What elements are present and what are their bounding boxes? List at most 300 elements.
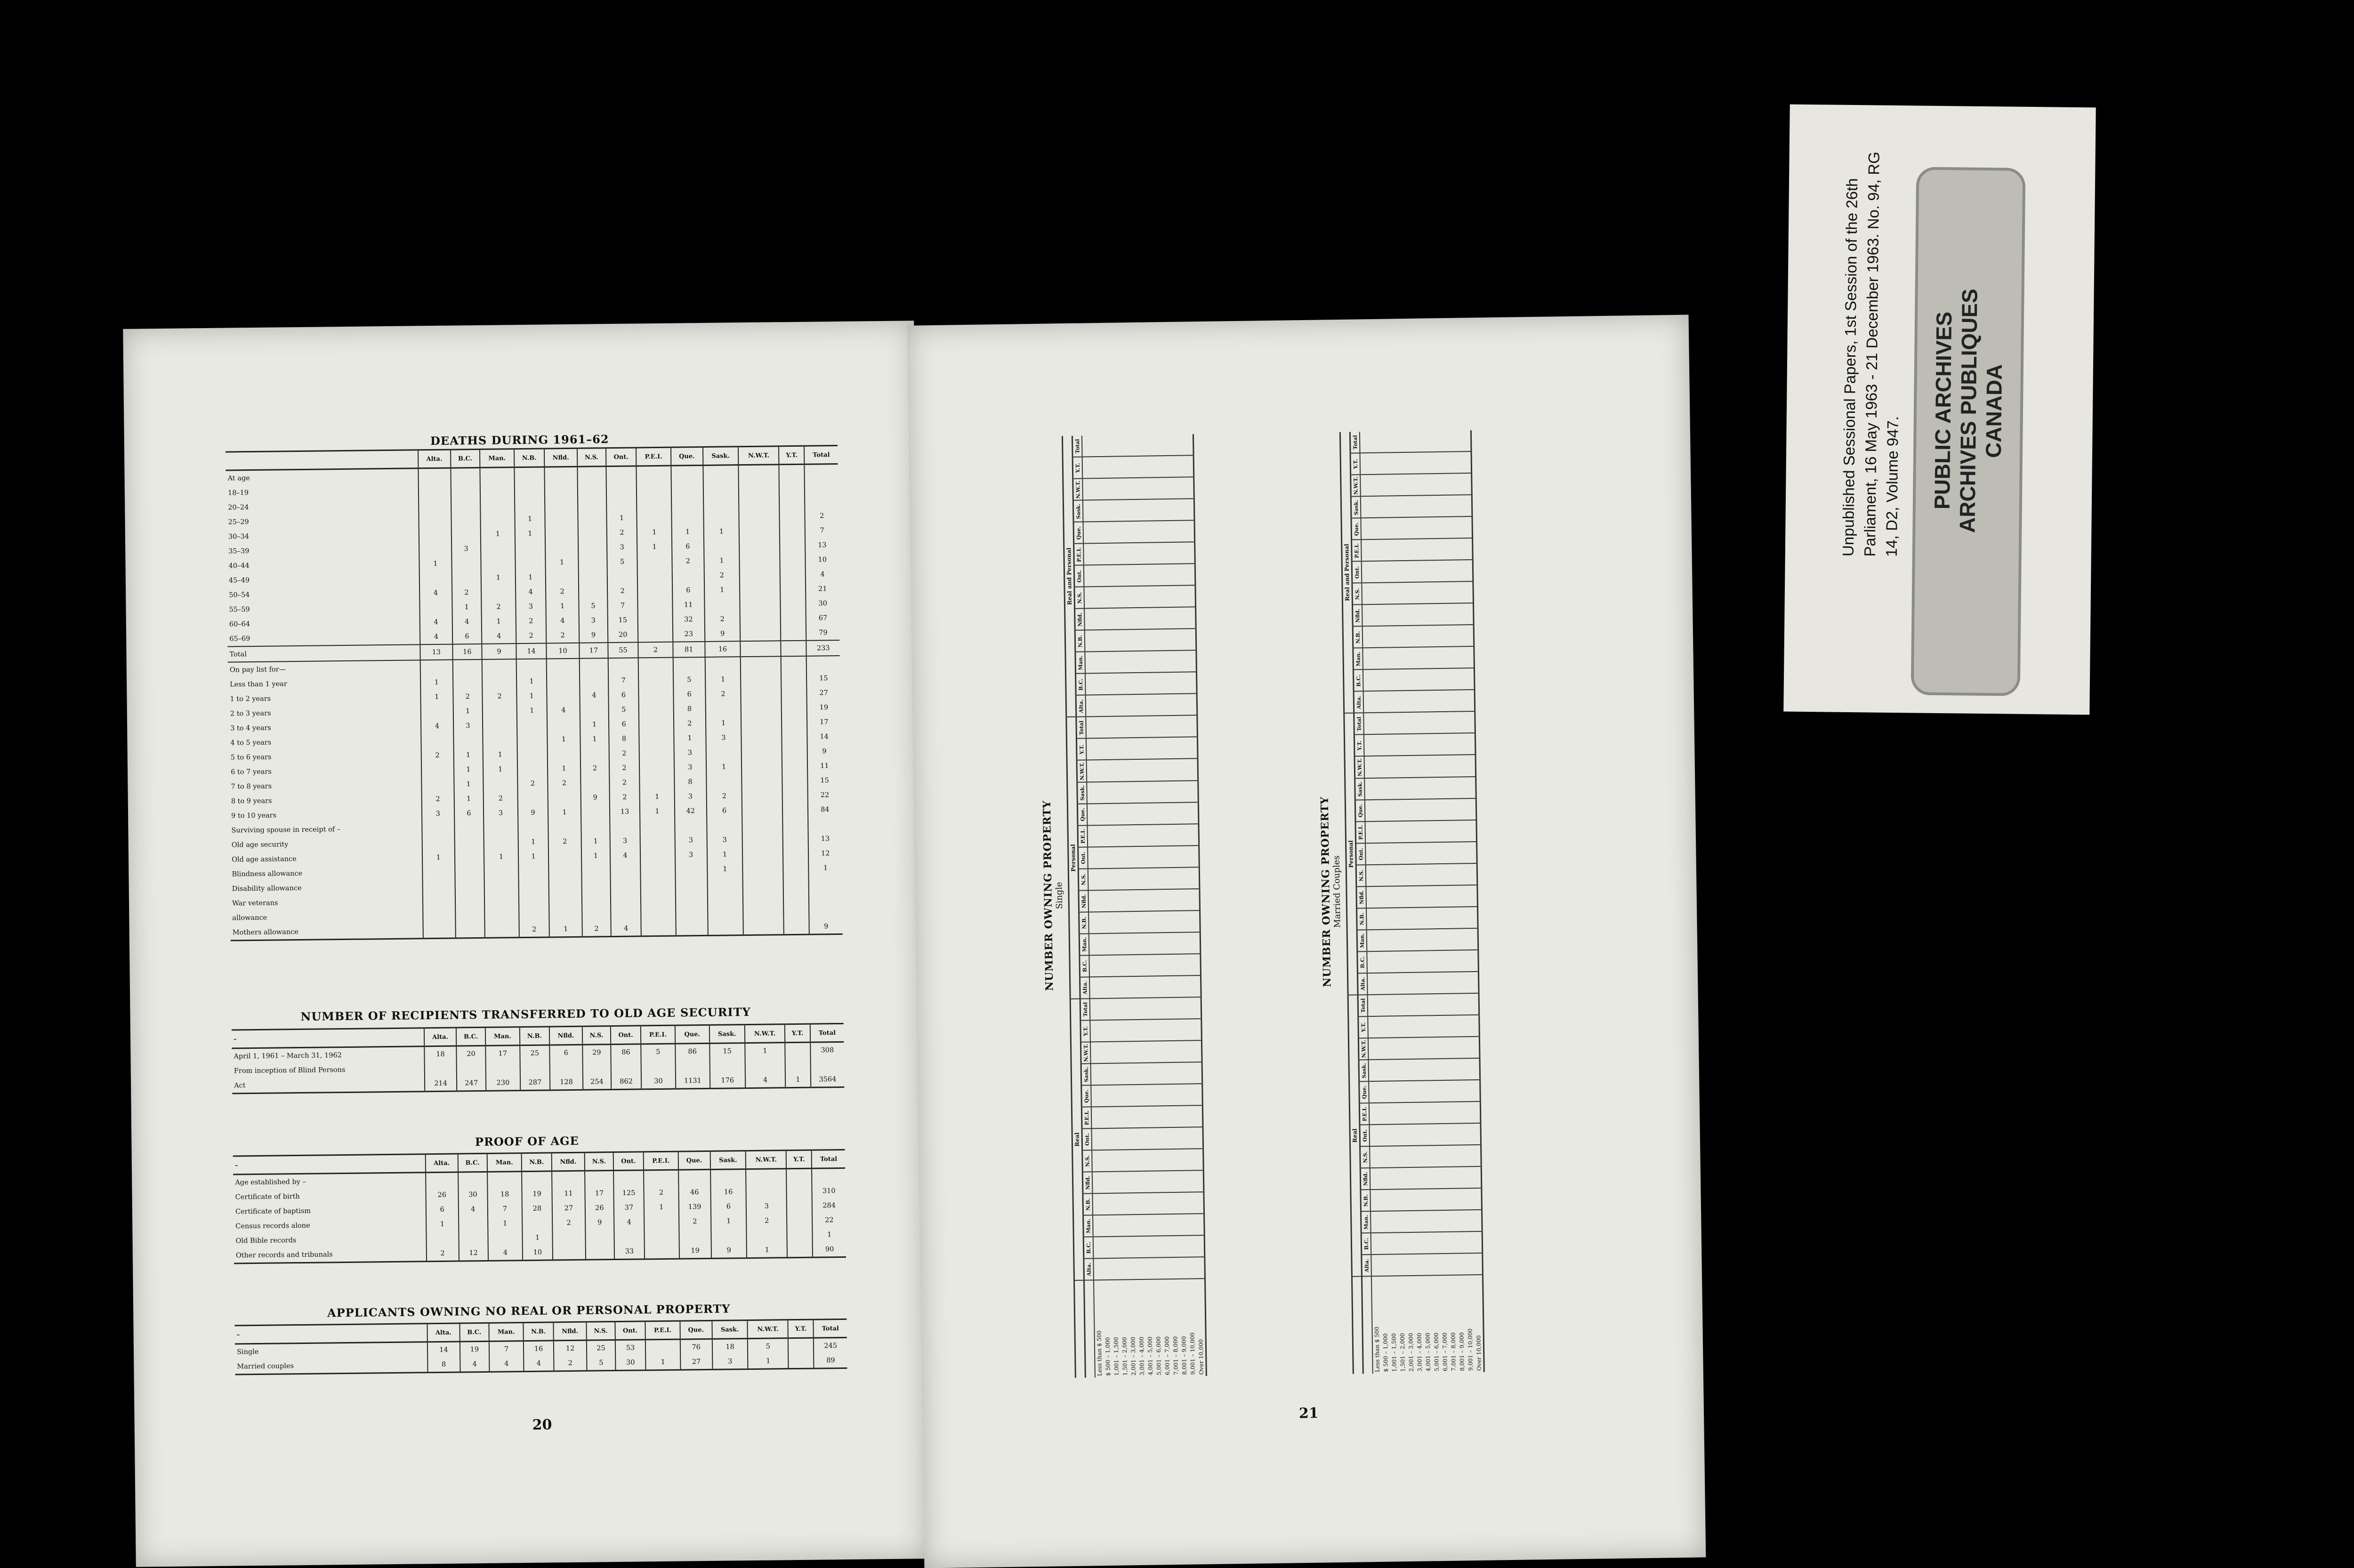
table-cell	[1436, 431, 1445, 452]
table-cell	[1421, 539, 1430, 561]
table-cell	[1391, 843, 1400, 864]
table-cell: 2	[672, 554, 704, 569]
column-header: Que.	[1355, 800, 1365, 821]
table-cell	[519, 907, 549, 922]
table-cell	[613, 1170, 644, 1186]
table-cell	[1091, 435, 1100, 457]
table-cell	[1114, 890, 1123, 911]
table-cell	[1138, 781, 1147, 803]
table-cell	[1185, 477, 1194, 499]
table-cell	[1103, 695, 1112, 716]
table-cell	[1463, 1145, 1472, 1166]
column-header: N.B.	[1361, 1190, 1370, 1211]
table-cell	[1090, 1020, 1099, 1042]
table-cell	[1370, 496, 1379, 518]
table-cell	[1135, 1150, 1144, 1171]
table-cell	[704, 597, 740, 612]
table-cell	[1193, 1105, 1203, 1127]
table-cell	[704, 539, 740, 554]
table-cell	[1189, 759, 1198, 781]
table-cell: 1	[711, 1214, 747, 1229]
table-cell: 9	[711, 1243, 747, 1258]
table-cell	[1456, 603, 1465, 625]
table-cell	[1118, 1193, 1127, 1214]
table-cell	[1168, 1106, 1177, 1127]
table-cell	[1386, 1037, 1395, 1059]
table-cell: 1	[645, 1355, 680, 1370]
table-cell	[1148, 911, 1157, 933]
table-cell	[1403, 431, 1411, 452]
table-cell	[1427, 994, 1436, 1015]
table-cell	[1119, 651, 1128, 673]
table-cell	[1156, 846, 1165, 868]
table-cell: 22	[808, 788, 841, 803]
table-cell	[1379, 1211, 1388, 1233]
table-cell	[1423, 691, 1432, 712]
table-cell: 8	[427, 1357, 460, 1372]
table-cell	[1473, 1210, 1482, 1231]
column-header: N.B.	[522, 1153, 552, 1172]
table-cell	[1181, 802, 1190, 824]
table-cell	[1418, 950, 1427, 972]
table-cell	[1409, 864, 1418, 885]
table-cell	[1372, 691, 1381, 713]
table-cell: 42	[675, 804, 707, 819]
table-cell	[1169, 564, 1178, 586]
married-property-table	[1339, 430, 1485, 1374]
table-cell	[1104, 803, 1113, 825]
table-cell	[1445, 431, 1454, 452]
table-cell: 1	[671, 524, 703, 539]
table-cell	[1387, 496, 1395, 518]
table-cell	[672, 568, 704, 583]
table-cell	[1472, 1188, 1482, 1210]
table-cell: 16	[705, 641, 741, 657]
table-cell	[1460, 928, 1469, 950]
column-header: B.C.	[456, 1027, 486, 1046]
table-cell: 16	[524, 1341, 554, 1356]
table-cell	[515, 482, 545, 498]
table-cell: 10	[523, 1245, 553, 1260]
table-cell	[1157, 911, 1166, 933]
table-cell	[784, 905, 809, 920]
table-cell	[1155, 803, 1164, 824]
table-cell	[645, 1339, 680, 1355]
table-cell	[783, 876, 809, 891]
table-cell	[454, 820, 484, 836]
table-cell	[1136, 1258, 1145, 1279]
group-header-blank	[1352, 1276, 1363, 1374]
table-cell	[1447, 603, 1456, 625]
table-cell	[1151, 521, 1160, 543]
table-cell: 14	[427, 1342, 460, 1357]
table-cell	[581, 819, 610, 834]
table-cell	[1420, 452, 1429, 474]
table-cell	[1410, 950, 1419, 972]
table-cell	[1165, 911, 1174, 933]
table-cell	[1122, 846, 1131, 868]
table-cell	[1131, 911, 1140, 933]
table-cell: 17	[579, 643, 608, 659]
table-cell	[1440, 690, 1449, 712]
table-cell	[1380, 669, 1389, 691]
column-header: Nfld.	[549, 1026, 582, 1045]
table-cell	[1128, 629, 1137, 651]
no-property-table	[234, 1319, 847, 1375]
table-cell	[743, 876, 783, 891]
table-cell	[1159, 434, 1168, 456]
table-cell	[640, 833, 675, 848]
table-cell	[1161, 1192, 1169, 1214]
column-header: Man.	[485, 1027, 520, 1046]
table-cell	[1380, 1254, 1389, 1276]
table-cell	[1086, 717, 1095, 739]
table-cell	[1134, 1085, 1143, 1106]
table-cell	[1107, 998, 1116, 1020]
table-cell	[1400, 864, 1409, 886]
table-cell	[1403, 452, 1412, 474]
table-cell	[608, 658, 638, 673]
table-cell	[1102, 630, 1111, 651]
table-cell: 9	[705, 626, 741, 642]
table-cell: 1	[515, 526, 545, 541]
table-cell	[1393, 929, 1402, 951]
table-cell	[742, 817, 783, 832]
table-cell	[1428, 452, 1437, 474]
left-page	[123, 321, 927, 1567]
table-cell	[1464, 603, 1474, 625]
table-cell	[1414, 626, 1423, 647]
table-cell	[1093, 609, 1102, 630]
table-cell: 30	[641, 1074, 676, 1089]
table-cell: 2	[706, 788, 742, 804]
column-header: N.B.	[1079, 912, 1089, 933]
table-cell	[1372, 669, 1381, 691]
table-cell: 176	[709, 1073, 745, 1088]
table-cell	[1424, 777, 1433, 799]
table-cell	[741, 715, 782, 730]
table-cell: 79	[806, 625, 839, 641]
table-cell	[418, 468, 451, 483]
table-cell	[425, 1061, 457, 1077]
table-cell: 76	[680, 1339, 712, 1354]
table-cell	[1104, 738, 1113, 760]
table-cell	[1420, 496, 1429, 517]
table-cell: 7	[805, 523, 838, 538]
table-cell	[1092, 1172, 1102, 1193]
table-cell: 2	[704, 611, 740, 627]
table-cell	[1430, 1210, 1439, 1232]
table-cell: 5	[748, 1338, 788, 1354]
table-cell	[517, 747, 548, 762]
table-cell: 1	[674, 731, 706, 746]
table-cell	[1111, 1258, 1120, 1280]
table-cell	[1437, 1124, 1446, 1145]
table-cell	[1191, 932, 1201, 954]
table-cell	[1175, 1019, 1184, 1040]
table-cell	[1422, 1254, 1431, 1275]
table-cell	[580, 775, 609, 790]
table-cell: 2	[679, 1214, 711, 1229]
table-cell	[787, 1184, 812, 1199]
table-cell	[1176, 1040, 1185, 1062]
table-cell: 1	[453, 704, 483, 719]
table-cell: 1	[705, 672, 741, 687]
table-cell	[1397, 626, 1406, 648]
table-cell	[1463, 1123, 1472, 1145]
table-cell	[1439, 1210, 1448, 1232]
table-cell: 5	[641, 1044, 675, 1059]
table-cell	[1417, 864, 1426, 885]
table-cell	[1109, 543, 1118, 565]
table-cell	[517, 732, 547, 747]
table-cell	[419, 600, 452, 615]
table-cell	[1439, 603, 1448, 625]
table-cell	[1361, 518, 1370, 540]
table-cell	[1098, 955, 1107, 977]
table-cell: 6	[608, 687, 639, 702]
table-cell: 4	[524, 1356, 554, 1371]
table-cell	[1082, 436, 1091, 457]
table-cell	[1185, 1062, 1193, 1084]
table-cell	[419, 483, 451, 499]
table-cell	[1456, 1253, 1465, 1275]
table-cell	[1386, 474, 1395, 496]
table-cell	[1166, 933, 1175, 954]
table-cell	[1403, 1102, 1412, 1124]
table-cell	[459, 1216, 488, 1231]
table-cell	[1392, 908, 1401, 929]
table-cell	[1189, 780, 1198, 802]
table-cell	[519, 893, 549, 908]
table-cell	[1121, 738, 1129, 760]
table-cell	[1378, 1103, 1387, 1125]
table-cell	[1361, 540, 1370, 562]
table-cell	[485, 922, 519, 938]
table-cell	[1383, 864, 1392, 886]
table-cell	[547, 659, 580, 674]
table-cell	[1184, 434, 1193, 456]
table-cell	[1111, 1237, 1120, 1258]
table-cell	[1394, 431, 1403, 452]
table-cell	[420, 660, 453, 675]
table-cell: 3564	[811, 1072, 844, 1087]
table-cell	[1159, 1041, 1168, 1062]
table-cell	[1119, 1236, 1128, 1258]
table-cell	[1369, 1081, 1378, 1103]
table-cell	[519, 878, 549, 893]
table-cell	[550, 1060, 583, 1075]
table-cell: 128	[550, 1075, 583, 1090]
table-cell	[1362, 627, 1372, 648]
table-cell: 125	[613, 1185, 644, 1200]
table-cell	[545, 497, 578, 512]
table-cell	[1145, 1236, 1153, 1258]
table-cell	[1412, 517, 1421, 539]
table-cell: 14	[516, 643, 546, 659]
table-cell	[1127, 608, 1136, 629]
column-header: Alta.	[1080, 977, 1090, 998]
table-cell: 3	[674, 760, 706, 775]
row-label: 25–29	[228, 518, 249, 526]
table-cell: 3	[516, 599, 546, 614]
table-cell	[644, 1214, 679, 1230]
table-cell	[1388, 626, 1397, 648]
table-cell	[518, 863, 548, 878]
table-cell	[1151, 499, 1160, 521]
column-header	[1084, 1280, 1095, 1377]
table-cell: 23	[673, 627, 705, 642]
table-cell	[1370, 1168, 1379, 1190]
table-cell	[1153, 651, 1162, 673]
table-cell	[1170, 1236, 1179, 1257]
table-cell	[1451, 907, 1460, 928]
table-cell	[1177, 1127, 1185, 1149]
table-cell	[1160, 1149, 1169, 1171]
table-cell	[1093, 587, 1102, 609]
table-cell	[1179, 672, 1188, 694]
table-cell: 55	[608, 642, 638, 658]
table-cell	[1138, 824, 1147, 846]
table-cell	[1126, 522, 1135, 543]
column-header: N.W.T.	[1351, 475, 1361, 497]
column-header: Man.	[1079, 933, 1089, 955]
column-header: N.B.	[1357, 908, 1367, 930]
table-cell: 13	[610, 804, 640, 819]
table-cell	[548, 849, 581, 864]
column-header: Man.	[1361, 1211, 1371, 1233]
table-cell	[1150, 435, 1159, 456]
row-label: April 1, 1961 – March 31, 1962	[234, 1051, 342, 1060]
table-cell	[1382, 821, 1391, 843]
table-cell	[1161, 607, 1170, 629]
table-cell	[1178, 607, 1187, 629]
table-cell	[739, 480, 779, 495]
table-cell	[1470, 1037, 1480, 1059]
table-cell	[1176, 456, 1185, 477]
table-cell	[1161, 651, 1170, 672]
table-cell	[581, 863, 610, 878]
table-cell	[1102, 1237, 1111, 1258]
table-cell	[451, 512, 481, 527]
table-cell	[1149, 954, 1158, 976]
table-cell	[1435, 972, 1444, 994]
table-cell	[1193, 1040, 1202, 1062]
table-cell	[1126, 1150, 1135, 1171]
table-cell	[1420, 517, 1429, 539]
table-cell	[780, 567, 806, 582]
table-cell	[1369, 474, 1378, 496]
table-cell: 1	[452, 600, 482, 615]
table-cell	[1152, 564, 1161, 586]
table-cell: 2	[481, 599, 516, 614]
table-cell	[483, 732, 517, 748]
table-cell	[1191, 910, 1200, 932]
table-cell	[1363, 670, 1372, 692]
table-cell	[1170, 629, 1179, 651]
table-cell	[1467, 842, 1477, 863]
row-label: 18–19	[227, 489, 249, 497]
table-cell: 1	[703, 524, 739, 539]
table-cell	[1193, 1062, 1202, 1084]
table-cell	[784, 919, 809, 935]
table-cell	[1109, 1150, 1118, 1172]
table-cell: 5	[579, 598, 607, 613]
table-cell	[481, 555, 515, 571]
column-header: B.C.	[1080, 955, 1089, 977]
table-cell	[742, 832, 783, 847]
table-cell	[1387, 1189, 1396, 1211]
row-label: Other records and tribunals	[234, 1246, 427, 1263]
table-cell: 4	[611, 921, 641, 936]
table-cell	[1399, 799, 1408, 821]
column-header: P.E.I.	[1081, 1107, 1091, 1128]
table-cell	[552, 1171, 585, 1186]
column-header: Ont.	[1078, 847, 1088, 868]
table-cell	[1105, 868, 1114, 890]
row-label: Act	[232, 1076, 425, 1094]
table-cell	[1134, 1128, 1143, 1150]
table-cell	[1377, 1016, 1386, 1037]
table-cell	[1408, 799, 1417, 820]
column-header: Nfld.	[1360, 1168, 1370, 1190]
table-cell	[1170, 672, 1179, 694]
table-cell	[1144, 1193, 1153, 1214]
table-cell	[781, 611, 806, 626]
table-cell	[1419, 1015, 1428, 1037]
table-cell: 2	[638, 642, 673, 658]
table-cell	[1092, 1150, 1101, 1172]
column-header: Sask.	[1359, 1060, 1369, 1081]
table-cell	[452, 659, 482, 675]
table-cell	[746, 1169, 786, 1184]
row-label: 1,501 – 2,000	[1399, 1333, 1406, 1372]
table-cell	[1419, 972, 1427, 994]
table-cell	[1432, 712, 1441, 733]
table-cell	[1167, 434, 1176, 456]
column-header: Ont.	[606, 448, 637, 466]
table-cell	[637, 496, 671, 511]
column-header: Total	[1358, 995, 1368, 1016]
archive-note: Unpublished Sessional Papers, 1st Session of the 26th Parliament, 16 May 1963 - 21 December 1963. No. 94, RG 14, D2, Volume 947.	[1839, 152, 1902, 557]
table-cell	[1108, 435, 1117, 457]
table-cell	[1454, 495, 1463, 517]
table-cell	[1109, 1128, 1118, 1150]
table-cell	[578, 511, 606, 526]
table-cell	[1377, 994, 1386, 1016]
table-cell	[423, 879, 455, 894]
table-cell	[1445, 1059, 1454, 1080]
table-cell: 1	[484, 849, 518, 864]
row-label: Age established by –	[235, 1178, 306, 1186]
column-header: N.B.	[1083, 1193, 1093, 1215]
table-cell: 10	[546, 643, 579, 659]
table-cell	[1388, 1232, 1397, 1254]
table-cell	[1371, 626, 1380, 648]
table-cell	[1378, 496, 1387, 518]
table-cell	[1167, 1019, 1176, 1041]
table-cell	[783, 890, 809, 905]
table-cell	[1111, 651, 1120, 673]
table-cell	[740, 626, 781, 641]
table-cell	[810, 1057, 844, 1072]
row-label: 5,001 – 6,000	[1155, 1336, 1162, 1375]
table-cell	[1395, 1124, 1404, 1146]
table-cell	[1396, 1211, 1405, 1232]
table-cell: 308	[810, 1042, 844, 1057]
table-cell	[545, 482, 578, 497]
table-cell	[1459, 798, 1467, 820]
